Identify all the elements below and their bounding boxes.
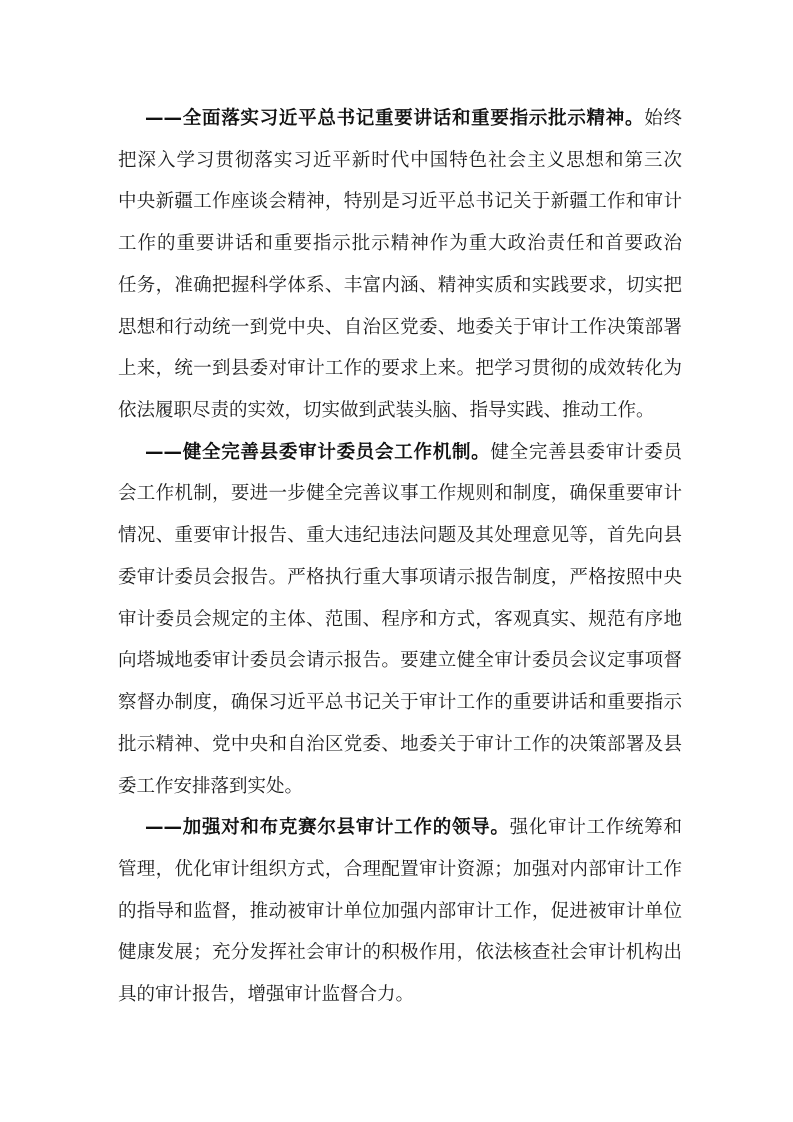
text-line: ——健全完善县委审计委员会工作机制。健全完善县委审计委员	[145, 441, 682, 463]
paragraph-heading: ——全面落实习近平总书记重要讲话和重要指示批示精神。	[145, 108, 645, 129]
text-line: 情况、重要审计报告、重大违纪违法问题及其处理意见等，首先向县	[118, 525, 682, 547]
text-line: 委审计委员会报告。严格执行重大事项请示报告制度，严格按照中央	[118, 566, 682, 588]
text-line: 中央新疆工作座谈会精神，特别是习近平总书记关于新疆工作和审计	[118, 191, 682, 213]
text-line: 上来，统一到县委对审计工作的要求上来。把学习贯彻的成效转化为	[118, 358, 682, 380]
text-line: 向塔城地委审计委员会请示报告。要建立健全审计委员会议定事项督	[118, 650, 682, 672]
document-text-block	[118, 98, 682, 1016]
text-line: 把深入学习贯彻落实习近平新时代中国特色社会主义思想和第三次	[118, 149, 682, 171]
paragraph-heading: ——加强对和布克赛尔县审计工作的领导。	[145, 817, 510, 839]
text-line: 的指导和监督，推动被审计单位加强内部审计工作，促进被审计单位	[118, 900, 682, 922]
text-line: 批示精神、党中央和自治区党委、地委关于审计工作的决策部署及县	[118, 733, 682, 755]
text-line: 管理，优化审计组织方式，合理配置审计资源；加强对内部审计工作	[118, 858, 682, 880]
text-line: 委工作安排落到实处。	[118, 775, 304, 797]
text-line: 任务，准确把握科学体系、丰富内涵、精神实质和实践要求，切实把	[118, 274, 682, 296]
text-line: 审计委员会规定的主体、范围、程序和方式，客观真实、规范有序地	[118, 608, 682, 630]
text-line: 具的审计报告，增强审计监督合力。	[118, 984, 415, 1006]
text-line: 依法履职尽责的实效，切实做到武装头脑、指导实践、推动工作。	[118, 400, 655, 422]
text-line: 健康发展；充分发挥社会审计的积极作用，依法核查社会审计机构出	[118, 942, 682, 964]
text-line: ——全面落实习近平总书记重要讲话和重要指示批示精神。始终	[145, 108, 682, 129]
text-line: 会工作机制，要进一步健全完善议事工作规则和制度，确保重要审计	[118, 483, 682, 505]
text-line: 思想和行动统一到党中央、自治区党委、地委关于审计工作决策部署	[118, 316, 682, 338]
text-line: 工作的重要讲话和重要指示批示精神作为重大政治责任和首要政治	[118, 233, 682, 255]
text-line: ——加强对和布克赛尔县审计工作的领导。强化审计工作统筹和	[145, 817, 682, 839]
paragraph-heading: ——健全完善县委审计委员会工作机制。	[145, 441, 491, 463]
text-line: 察督办制度，确保习近平总书记关于审计工作的重要讲话和重要指示	[118, 692, 682, 714]
